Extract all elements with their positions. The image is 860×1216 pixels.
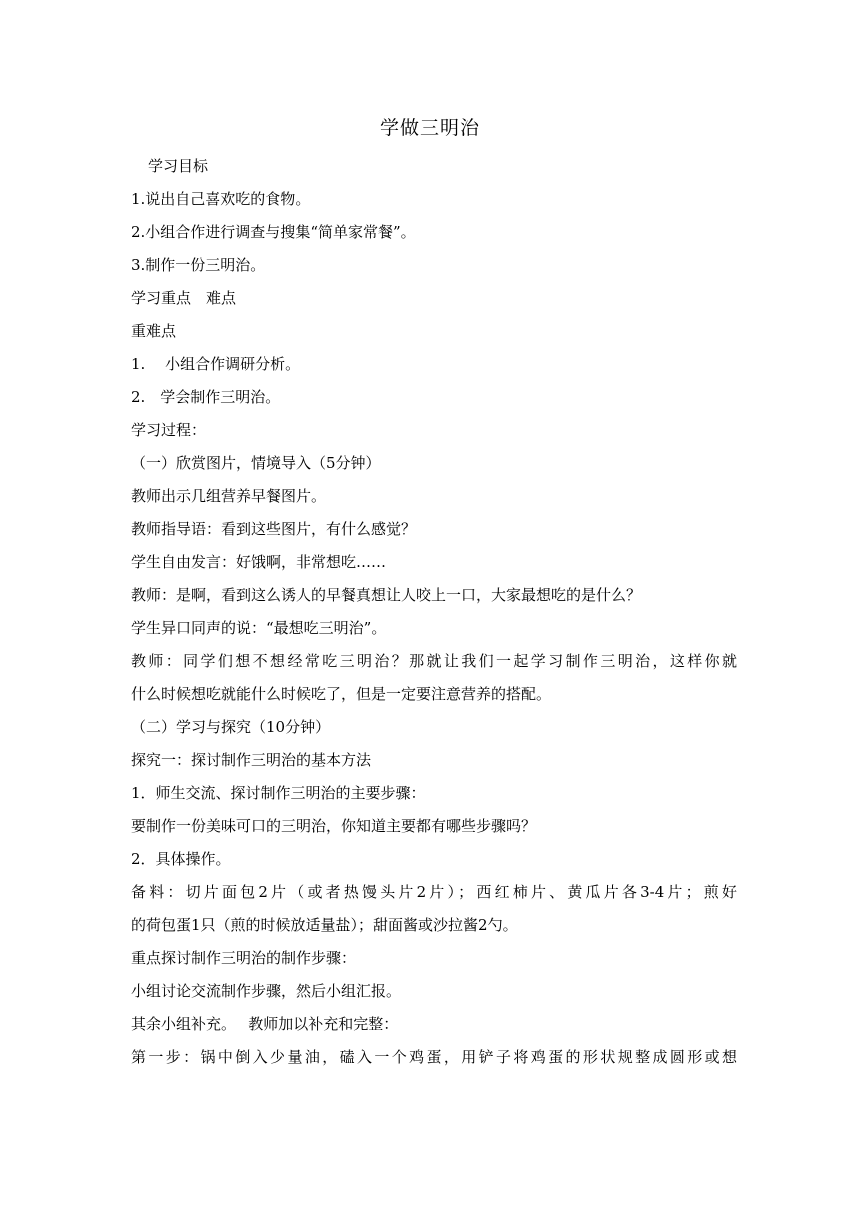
- paragraph-line: 学生自由发言：好饿啊，非常想吃……: [131, 553, 387, 571]
- paragraph-line: 2．具体操作。: [131, 850, 231, 868]
- section-heading-difficulties: 重难点: [131, 322, 177, 340]
- section-heading-process: 学习过程：: [131, 421, 207, 439]
- paragraph-line: 第一步：锅中倒入少量油，磕入一个鸡蛋，用铲子将鸡蛋的形状规整成圆形或想: [131, 1048, 737, 1066]
- paragraph-line: 教师出示几组营养早餐图片。: [131, 487, 327, 505]
- section-heading-key-points: 学习重点 难点: [131, 289, 237, 307]
- paragraph-line: 的荷包蛋1只（煎的时候放适量盐）；甜面酱或沙拉酱2勺。: [131, 916, 518, 934]
- document-title: 学做三明治: [379, 117, 480, 139]
- paragraph-line: 3.制作一份三明治。: [131, 256, 266, 274]
- paragraph-line: 教师：是啊，看到这么诱人的早餐真想让人咬上一口，大家最想吃的是什么？: [131, 586, 642, 604]
- paragraph-line: 学生异口同声的说：“最想吃三明治”。: [131, 619, 387, 637]
- paragraph-line: 1. 小组合作调研分析。: [131, 355, 301, 373]
- paragraph-line: 2. 学会制作三明治。: [131, 388, 281, 406]
- subsection-heading: （二）学习与探究（10分钟）: [131, 718, 331, 736]
- paragraph-line: 备料：切片面包2片（或者热馒头片2片）；西红柿片、黄瓜片各3-4片；煎好: [131, 883, 737, 901]
- paragraph-line: 教师：同学们想不想经常吃三明治？那就让我们一起学习制作三明治，这样你就: [131, 652, 737, 670]
- paragraph-line: 小组讨论交流制作步骤，然后小组汇报。: [131, 982, 402, 1000]
- paragraph-line: 其余小组补充。 教师加以补充和完整：: [131, 1015, 399, 1033]
- paragraph-line: 探究一：探讨制作三明治的基本方法: [131, 751, 372, 769]
- paragraph-line: 1.说出自己喜欢吃的食物。: [131, 190, 311, 208]
- document-body: [131, 155, 751, 1079]
- paragraph-line: 1．师生交流、探讨制作三明治的主要步骤：: [131, 784, 426, 802]
- paragraph-line: 要制作一份美味可口的三明治，你知道主要都有哪些步骤吗？: [131, 817, 537, 835]
- paragraph-line: 教师指导语：看到这些图片，有什么感觉？: [131, 520, 417, 538]
- paragraph-line: 重点探讨制作三明治的制作步骤：: [131, 949, 357, 967]
- paragraph-line: 什么时候想吃就能什么时候吃了，但是一定要注意营养的搭配。: [131, 685, 552, 703]
- section-heading-objectives: 学习目标: [148, 157, 209, 175]
- paragraph-line: 2.小组合作进行调查与搜集“简单家常餐”。: [131, 223, 416, 241]
- subsection-heading: （一）欣赏图片，情境导入（5分钟）: [131, 454, 381, 472]
